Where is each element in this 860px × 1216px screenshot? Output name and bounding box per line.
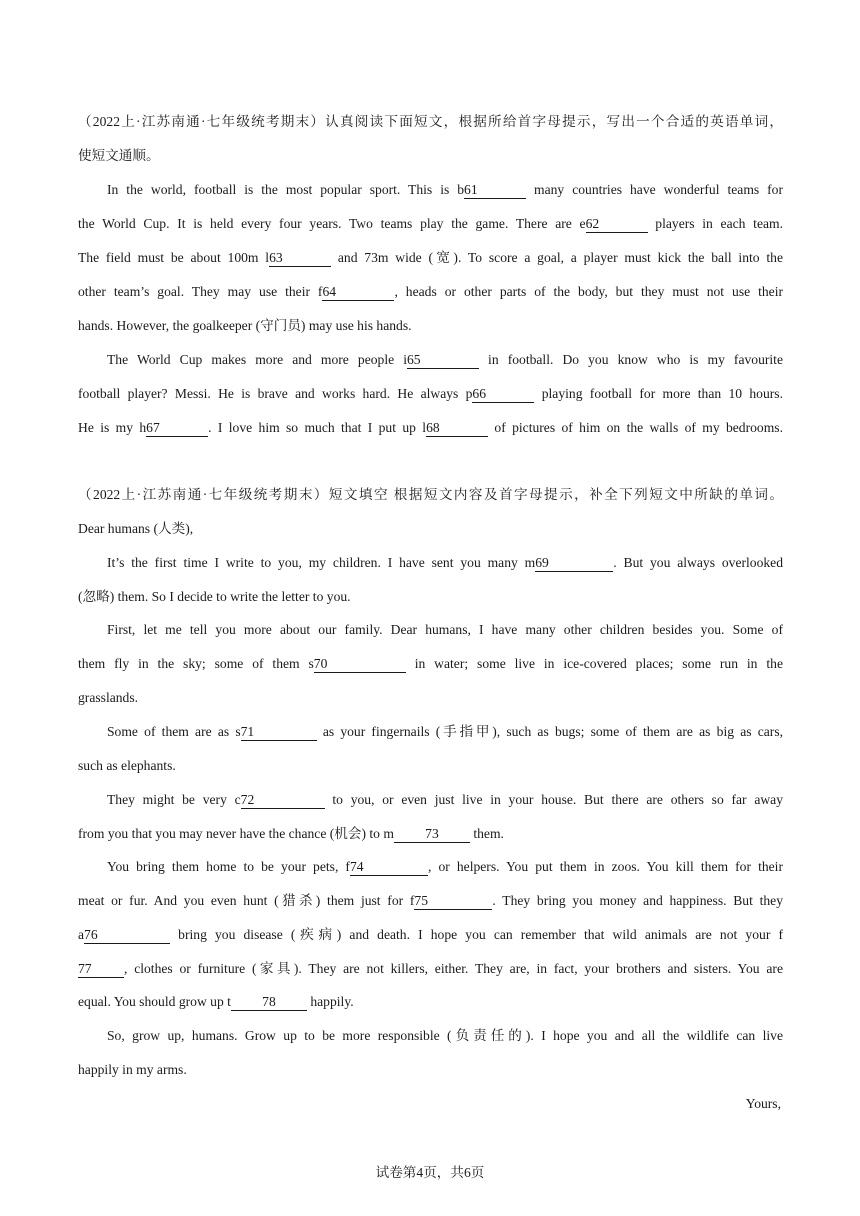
answer-blank-62[interactable]: 62	[586, 216, 648, 233]
section1-header-cont: 使短文通顺。	[78, 148, 160, 163]
passage2-line: equal. You should grow up t 78 happily.	[78, 994, 354, 1009]
letter-greeting: Dear humans (人类),	[78, 521, 194, 536]
answer-blank-78[interactable]: 78	[231, 994, 307, 1011]
page-footer: 试卷第4页，共6页	[375, 1165, 485, 1180]
answer-blank-77[interactable]: 77	[78, 961, 124, 978]
section2-header: （2022上·江苏南通·七年级统考期末）短文填空 根据短文内容及首字母提示，补全下列短文中所缺的单词。	[78, 487, 783, 502]
passage1-line: other team’s goal. They may use their f64 , heads or other parts of the body, but they must not use their	[78, 284, 783, 299]
passage2-line: First, let me tell you more about our family. Dear humans, I have many other children besides you. Some of	[107, 622, 783, 637]
answer-blank-68[interactable]: 68	[426, 420, 488, 437]
answer-blank-67[interactable]: 67	[146, 420, 208, 437]
passage1-line: the World Cup. It is held every four years. Two teams play the game. There are e62 players in each team.	[78, 216, 783, 231]
passage1-line: The World Cup makes more and more people i65 in football. Do you know who is my favourite	[107, 352, 783, 367]
passage2-line: Some of them are as s71 as your fingernails (手指甲), such as bugs; some of them are as big as cars,	[107, 724, 784, 739]
answer-blank-75[interactable]: 75	[414, 893, 492, 910]
answer-blank-74[interactable]: 74	[350, 859, 428, 876]
answer-blank-61[interactable]: 61	[464, 182, 526, 199]
passage2-line: meat or fur. And you even hunt (猎杀) them just for f75 . They bring you money and happiness. But they	[78, 893, 783, 908]
passage1-line: The field must be about 100m l63 and 73m wide (宽). To score a goal, a player must kick the ball into the	[78, 250, 783, 265]
section1-header: （2022上·江苏南通·七年级统考期末）认真阅读下面短文，根据所给首字母提示，写出一个合适的英语单词，	[78, 114, 783, 129]
passage2-line: 77 , clothes or furniture (家具). They are not killers, either. They are, in fact, your brothers and sisters. You are	[78, 961, 783, 976]
passage2-line: from you that you may never have the chance (机会) to m 73 them.	[78, 826, 504, 841]
passage1-line: football player? Messi. He is brave and works hard. He always p66 playing football for more than 10 hours.	[78, 386, 783, 401]
answer-blank-70[interactable]: 70	[314, 656, 406, 673]
answer-blank-72[interactable]: 72	[241, 792, 325, 809]
passage2-line: them fly in the sky; some of them s70 in water; some live in ice-covered places; some run in the	[78, 656, 783, 671]
passage2-line: happily in my arms.	[78, 1062, 187, 1077]
passage2-line: They might be very c72 to you, or even just live in your house. But there are others so far away	[107, 792, 783, 807]
answer-blank-64[interactable]: 64	[322, 284, 394, 301]
answer-blank-76[interactable]: 76	[84, 927, 170, 944]
passage1-line: He is my h67 . I love him so much that I put up l68 of pictures of him on the walls of my bedrooms.	[78, 420, 783, 435]
passage1-line: hands. However, the goalkeeper (守门员) may use his hands.	[78, 318, 412, 333]
answer-blank-71[interactable]: 71	[241, 724, 317, 741]
passage2-line: a76 bring you disease (疾病) and death. I hope you can remember that wild animals are not your f	[78, 927, 783, 942]
passage2-line: grasslands.	[78, 690, 139, 705]
passage2-line: It’s the first time I write to you, my children. I have sent you many m69 . But you always overlooked	[107, 555, 783, 570]
answer-blank-63[interactable]: 63	[269, 250, 331, 267]
answer-blank-65[interactable]: 65	[407, 352, 479, 369]
answer-blank-66[interactable]: 66	[472, 386, 534, 403]
passage2-line: such as elephants.	[78, 758, 176, 773]
letter-closing: Yours,	[745, 1096, 781, 1111]
passage2-line: You bring them home to be your pets, f74 , or helpers. You put them in zoos. You kill them for their	[107, 859, 783, 874]
passage1-line: In the world, football is the most popular sport. This is b61 many countries have wonderful teams for	[107, 182, 784, 197]
answer-blank-73[interactable]: 73	[394, 826, 470, 843]
answer-blank-69[interactable]: 69	[535, 555, 613, 572]
passage2-line: (忽略) them. So I decide to write the letter to you.	[78, 589, 351, 604]
passage2-line: So, grow up, humans. Grow up to be more responsible (负责任的). I hope you and all the wildlife can live	[107, 1028, 783, 1043]
